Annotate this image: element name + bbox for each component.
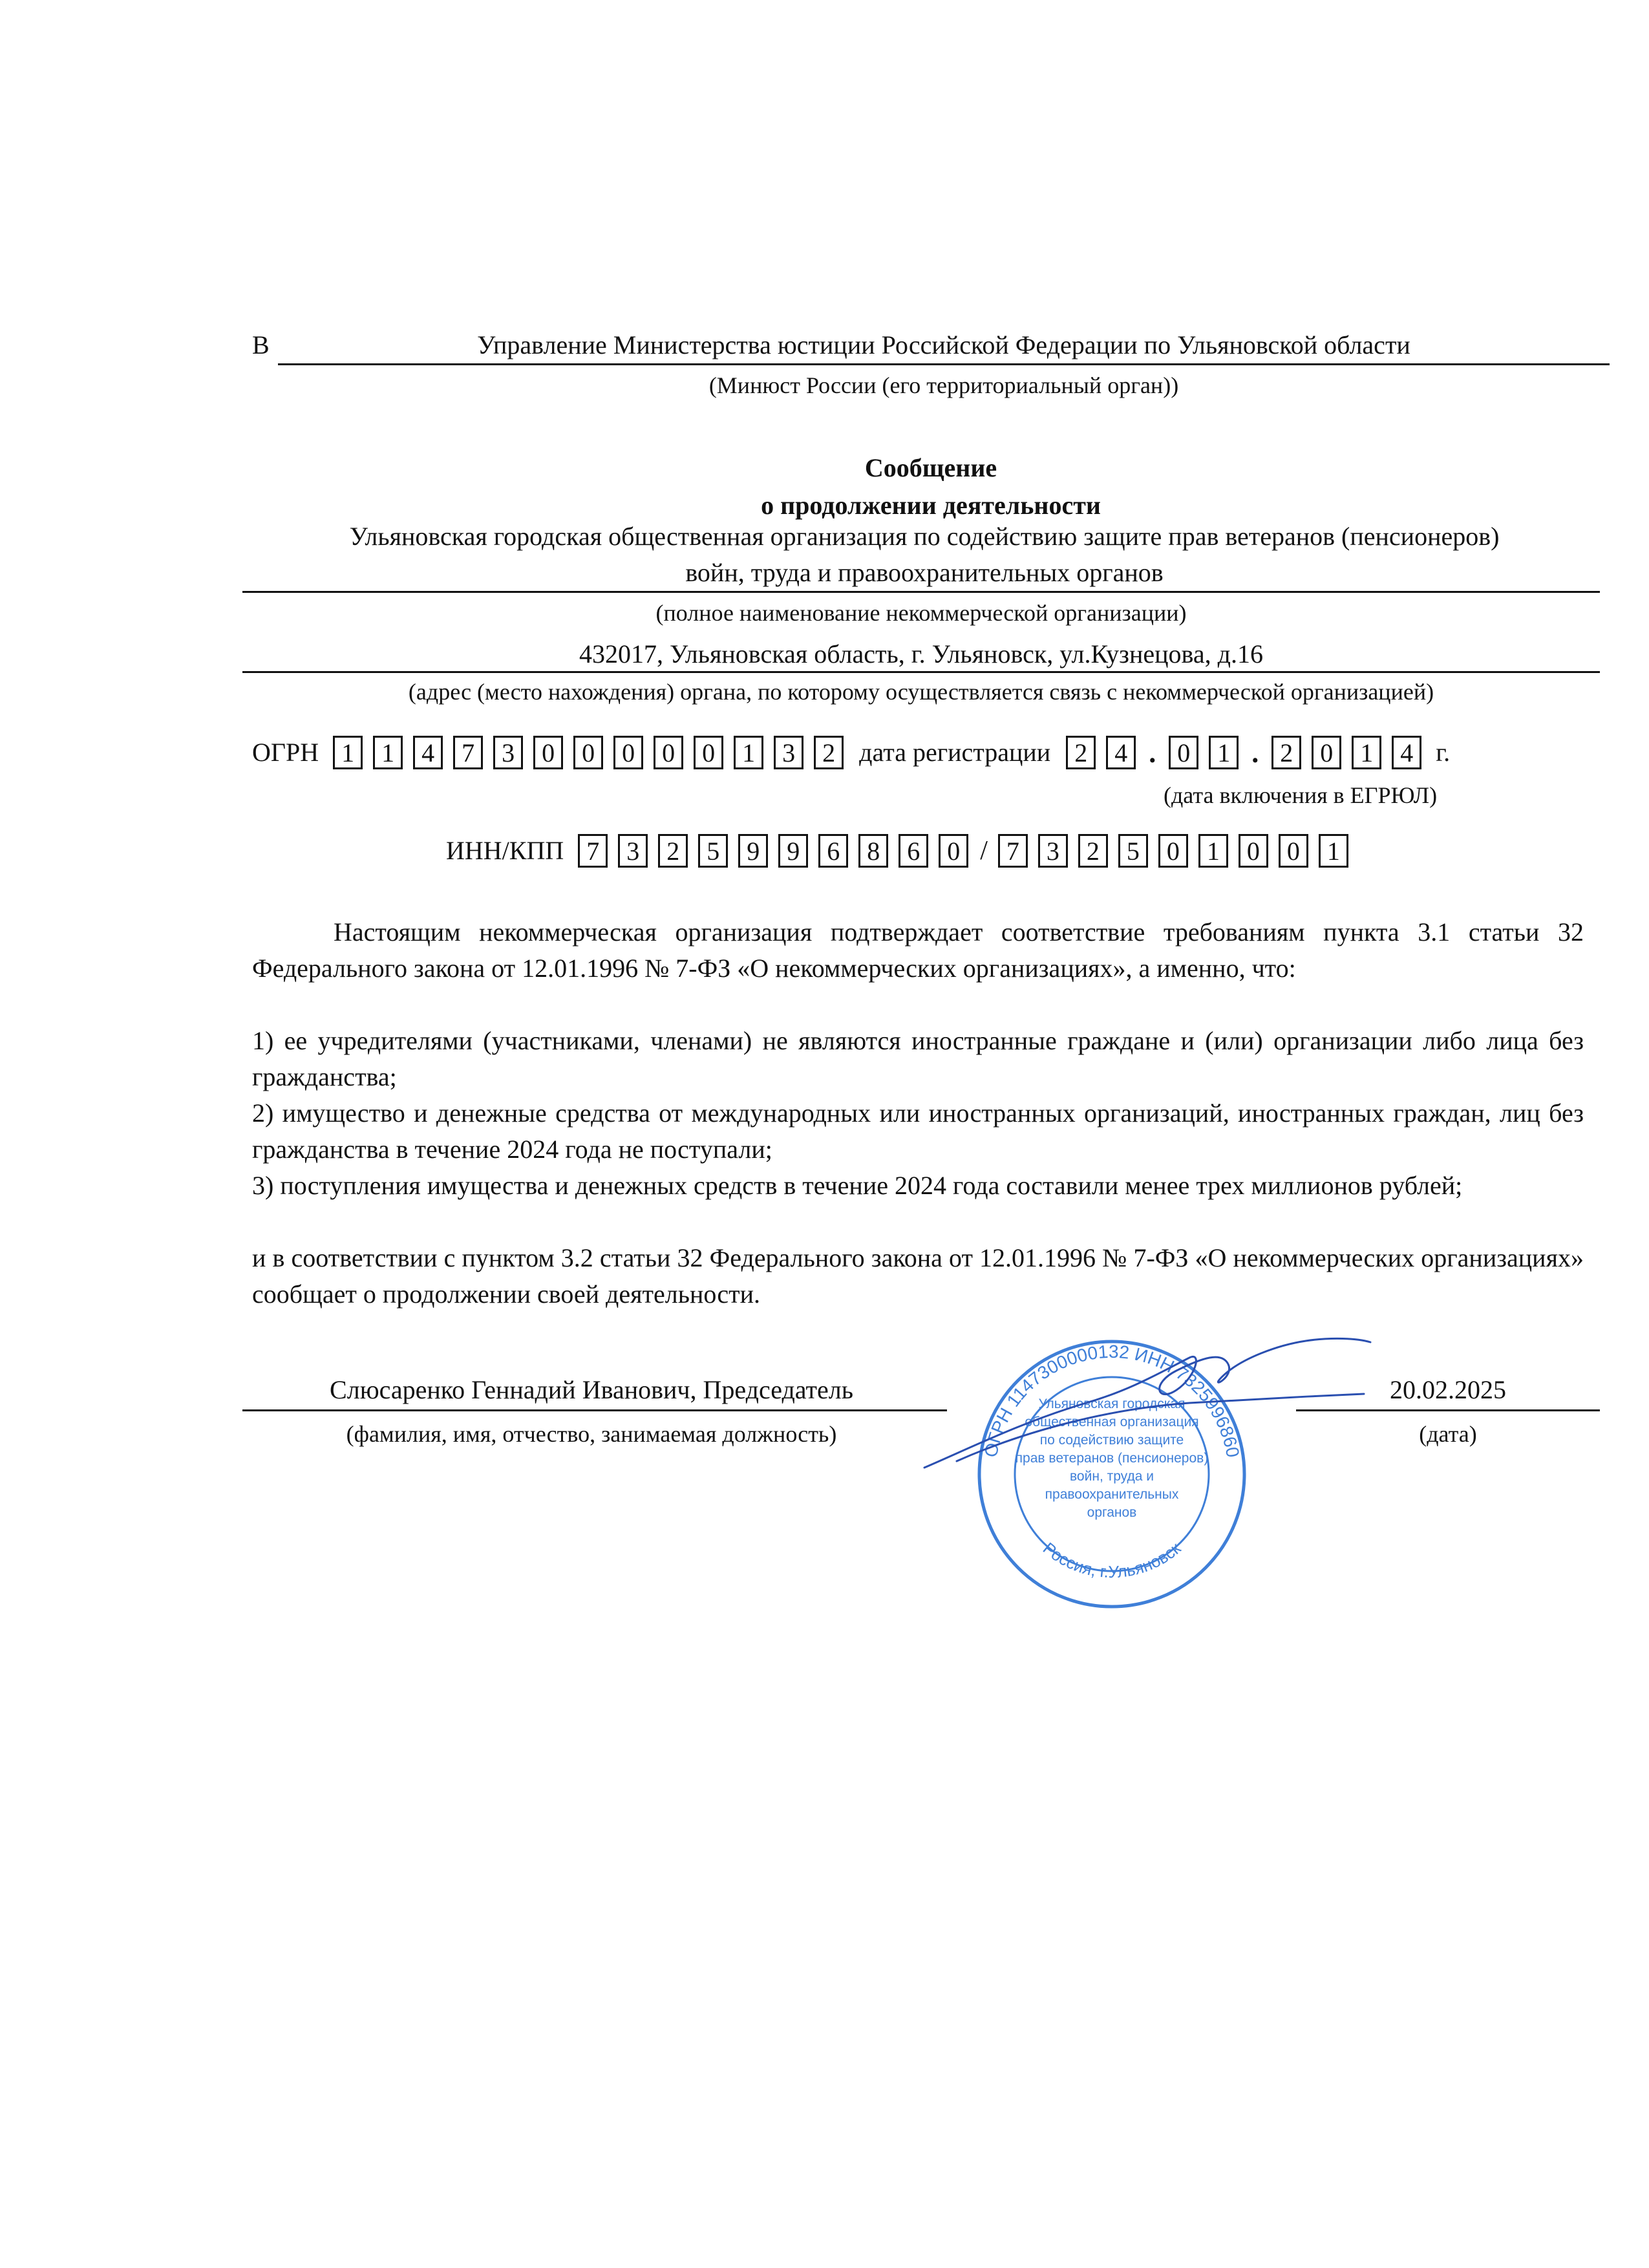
org-name-caption: (полное наименование некоммерческой организации) [655, 600, 1187, 626]
stamp-line-5: войн, труда и [1070, 1469, 1154, 1484]
recipient-underline [278, 363, 1610, 365]
reg-year-digit-cell: 2 [1271, 736, 1301, 769]
kpp-cells [998, 834, 1359, 868]
ogrn-row [252, 736, 1450, 769]
reg-month-digit-cell: 1 [1209, 736, 1239, 769]
ogrn-digit-cell: 0 [533, 736, 563, 769]
body-item-2: 2) имущество и денежные средства от международных или иностранных организаций, иностранных граждан, лиц без гражданства в течение 2024 года не поступали; [252, 1098, 1584, 1164]
inn-digit-cell: 3 [618, 834, 648, 868]
signature-date: 20.02.2025 [1390, 1375, 1506, 1404]
reg-day-digit-cell: 2 [1066, 736, 1096, 769]
body-item-3: 3) поступления имущества и денежных средств в течение 2024 года составили менее трех миллионов рублей; [252, 1171, 1463, 1200]
stamp-line-7: органов [1087, 1505, 1137, 1520]
reg-day-digit-cell: 4 [1106, 736, 1136, 769]
ogrn-digit-cell: 4 [413, 736, 443, 769]
org-name-line2: войн, труда и правоохранительных органов [685, 558, 1164, 587]
org-address-underline [242, 671, 1600, 673]
body-closing: и в соответствии с пунктом 3.2 статьи 32 Федерального закона от 12.01.1996 № 7-ФЗ «О некоммерческих организациях» сообщает о продолжении своей деятельности. [252, 1243, 1584, 1309]
ogrn-digit-cell: 0 [694, 736, 723, 769]
signer-name: Слюсаренко Геннадий Иванович, Председатель [330, 1375, 853, 1404]
reg-year-digit-cell: 4 [1392, 736, 1421, 769]
kpp-digit-cell: 7 [998, 834, 1028, 868]
ogrn-digit-cell: 3 [493, 736, 523, 769]
ogrn-cells [333, 736, 854, 769]
kpp-digit-cell: 5 [1118, 834, 1148, 868]
org-address: 432017, Ульяновская область, г. Ульяновск, ул.Кузнецова, д.16 [579, 639, 1263, 669]
inn-digit-cell: 7 [578, 834, 608, 868]
kpp-digit-cell: 0 [1158, 834, 1188, 868]
recipient-caption: (Минюст России (его территориальный орган)) [708, 372, 1179, 398]
ogrn-label: ОГРН [252, 738, 319, 767]
reg-month-digit-cell: 0 [1169, 736, 1198, 769]
reg-date-caption: (дата включения в ЕГРЮЛ) [1164, 782, 1438, 808]
year-suffix: г. [1436, 738, 1451, 767]
signer-underline [242, 1409, 947, 1411]
stamp-line-4: прав ветеранов (пенсионеров) [1015, 1451, 1209, 1466]
recipient-prefix: В [252, 330, 270, 359]
kpp-digit-cell: 0 [1239, 834, 1268, 868]
kpp-digit-cell: 1 [1319, 834, 1348, 868]
inn-cells [578, 834, 979, 868]
kpp-digit-cell: 0 [1279, 834, 1308, 868]
stamp-line-2: общественная организация [1025, 1415, 1199, 1429]
stamp-line-1: Ульяновская городская [1038, 1396, 1186, 1411]
stamp-ring-bottom-text: Россия, г.Ульяновск [1039, 1538, 1185, 1582]
reg-year-cells [1271, 736, 1432, 769]
date-dot-2: . [1251, 736, 1259, 769]
inn-digit-cell: 9 [738, 834, 768, 868]
date-caption: (дата) [1419, 1421, 1477, 1447]
reg-year-digit-cell: 0 [1312, 736, 1341, 769]
ogrn-digit-cell: 0 [613, 736, 643, 769]
body-item-1: 1) ее учредителями (участниками, членами) не являются иностранные граждане и (или) организации либо лица без гражданства; [252, 1026, 1584, 1091]
handwritten-signature [918, 1332, 1383, 1500]
document-title: Сообщение [864, 453, 997, 482]
ogrn-digit-cell: 0 [573, 736, 603, 769]
ogrn-digit-cell: 1 [333, 736, 363, 769]
inn-digit-cell: 6 [818, 834, 848, 868]
inn-digit-cell: 0 [939, 834, 968, 868]
reg-year-digit-cell: 1 [1352, 736, 1381, 769]
stamp-ring-top-text: ОГРН 1147300000132 ИНН 7325996860 [980, 1341, 1244, 1459]
inn-digit-cell: 8 [858, 834, 888, 868]
body-intro: Настоящим некоммерческая организация подтверждает соответствие требованиям пункта 3.1 статьи 32 Федерального закона от 12.01.1996 № 7-ФЗ «О некоммерческих организациях», а именно, что: [252, 917, 1584, 983]
reg-date-label: дата регистрации [859, 738, 1051, 767]
date-dot-1: . [1149, 736, 1156, 769]
reg-day-cells [1066, 736, 1146, 769]
org-name-line1: Ульяновская городская общественная организация по содействию защите прав ветеранов (пенсионеров) [349, 522, 1500, 551]
ogrn-digit-cell: 7 [453, 736, 483, 769]
inn-digit-cell: 2 [658, 834, 688, 868]
ogrn-digit-cell: 1 [734, 736, 763, 769]
signer-caption: (фамилия, имя, отчество, занимаемая должность) [346, 1421, 837, 1447]
reg-month-cells [1169, 736, 1249, 769]
recipient-name: Управление Министерства юстиции Российской Федерации по Ульяновской области [477, 330, 1410, 359]
document-subtitle: о продолжении деятельности [761, 491, 1101, 520]
inn-digit-cell: 5 [698, 834, 728, 868]
ogrn-digit-cell: 3 [774, 736, 803, 769]
org-address-caption: (адрес (место нахождения) органа, по которому осуществляется связь с некоммерческой организацией) [408, 679, 1434, 705]
stamp-line-6: правоохранительных [1045, 1487, 1179, 1502]
kpp-digit-cell: 2 [1078, 834, 1108, 868]
org-name-underline [242, 591, 1600, 593]
inn-digit-cell: 9 [778, 834, 808, 868]
ogrn-digit-cell: 0 [654, 736, 683, 769]
stamp-line-3: по содействию защите [1039, 1433, 1184, 1448]
inn-kpp-row [446, 834, 1359, 868]
inn-digit-cell: 6 [899, 834, 928, 868]
ogrn-digit-cell: 2 [814, 736, 844, 769]
inn-kpp-label: ИНН/КПП [446, 836, 564, 865]
ogrn-digit-cell: 1 [373, 736, 403, 769]
inn-kpp-separator: / [980, 836, 988, 866]
kpp-digit-cell: 1 [1198, 834, 1228, 868]
kpp-digit-cell: 3 [1038, 834, 1068, 868]
